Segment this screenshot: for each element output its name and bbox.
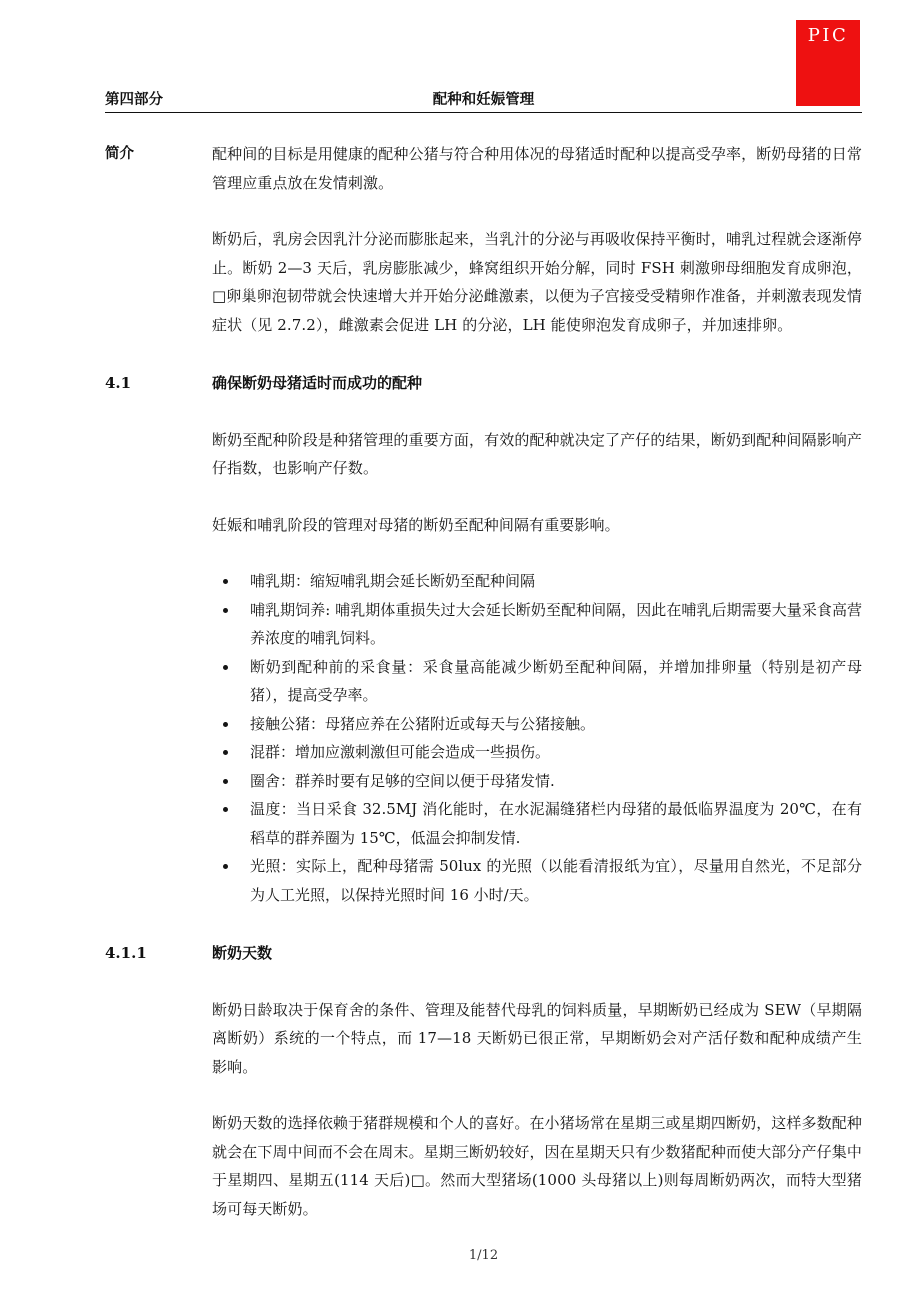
list-item-text: 温度：当日采食 32.5MJ 消化能时，在水泥漏缝猪栏内母猪的最低临界温度为 20℃，在有稻草的群养圈为 15℃，低温会抑制发情. bbox=[250, 800, 862, 847]
section-4-1-title: 确保断奶母猪适时而成功的配种 bbox=[212, 374, 423, 392]
list-item-text: 断奶到配种前的采食量：采食量高能减少断奶至配种间隔，并增加排卵量（特别是初产母猪），提高受孕率。 bbox=[250, 657, 862, 704]
spacer bbox=[212, 539, 862, 567]
section-4-1-1-body bbox=[212, 996, 862, 1224]
spacer bbox=[105, 968, 862, 996]
list-item bbox=[212, 852, 862, 909]
intro-block bbox=[105, 140, 862, 339]
section-4-1-paragraph-1: 断奶至配种阶段是种猪管理的重要方面，有效的配种就决定了产仔的结果，断奶到配种间隔影响产仔指数，也影响产仔数。 bbox=[212, 430, 862, 477]
list-item bbox=[212, 567, 862, 596]
header-title: 配种和妊娠管理 bbox=[432, 92, 535, 108]
page-footer bbox=[105, 1248, 862, 1263]
section-4-1-1-heading-body bbox=[212, 939, 862, 968]
document-content bbox=[105, 140, 862, 1223]
bullet-dot-icon bbox=[223, 750, 228, 755]
spacer bbox=[105, 398, 862, 426]
list-item bbox=[212, 795, 862, 852]
intro-label: 简介 bbox=[105, 146, 134, 162]
section-4-1-1-title: 断奶天数 bbox=[212, 944, 273, 962]
bullet-dot-icon bbox=[223, 608, 228, 613]
list-item-text: 混群：增加应激刺激但可能会造成一些损伤。 bbox=[250, 743, 551, 761]
list-item-text: 光照：实际上，配种母猪需 50lux 的光照（以能看清报纸为宜），尽量用自然光，不足部分为人工光照，以保持光照时间 16 小时/天。 bbox=[250, 857, 862, 904]
section-4-1-heading-row bbox=[105, 369, 862, 398]
section-4-1-number: 4.1 bbox=[105, 374, 132, 392]
pic-logo-text: PIC bbox=[807, 25, 849, 46]
bullet-dot-icon bbox=[223, 665, 228, 670]
header-part-label: 第四部分 bbox=[105, 92, 163, 108]
section-4-1-body bbox=[212, 426, 862, 910]
list-item bbox=[212, 767, 862, 796]
intro-paragraph-2: 断奶后，乳房会因乳汁分泌而膨胀起来，当乳汁的分泌与再吸收保持平衡时，哺乳过程就会逐渐停止。断奶 2—3 天后，乳房膨胀减少，蜂窝组织开始分解，同时 FSH 刺激卵母细胞发育成卵泡，□卵巢卵泡韧带就会快速增大并开始分泌雌激素，以便为子宫接受受精卵作准备，并刺激表现发情症状（见 2.7.2），雌激素会促进 LH 的分泌，LH 能使卵泡发育成卵子，并加速排卵。 bbox=[212, 230, 862, 334]
section-4-1-paragraph-2: 妊娠和哺乳阶段的管理对母猪的断奶至配种间隔有重要影响。 bbox=[212, 515, 620, 534]
section-4-1-1-body-row bbox=[105, 996, 862, 1224]
spacer bbox=[212, 1081, 862, 1109]
list-item-text: 圈舍：群养时要有足够的空间以便于母猪发情. bbox=[250, 771, 555, 790]
list-item-text: 哺乳期：缩短哺乳期会延长断奶至配种间隔 bbox=[250, 572, 536, 590]
spacer bbox=[105, 339, 862, 369]
spacer bbox=[212, 483, 862, 511]
intro-body bbox=[212, 140, 862, 339]
spacer bbox=[212, 197, 862, 225]
bullet-dot-icon bbox=[223, 779, 228, 784]
intro-paragraph-1: 配种间的目标是用健康的配种公猪与符合种用体况的母猪适时配种以提高受孕率，断奶母猪的日常管理应重点放在发情刺激。 bbox=[212, 145, 862, 192]
page-number: 1/12 bbox=[468, 1248, 499, 1263]
bullet-dot-icon bbox=[223, 579, 228, 584]
section-4-1-1-paragraph-1: 断奶日龄取决于保育舍的条件、管理及能替代母乳的饲料质量，早期断奶已经成为 SEW（早期隔离断奶）系统的一个特点，而 17—18 天断奶已很正常，早期断奶会对产活仔数和配种成绩产生影响。 bbox=[212, 1000, 862, 1076]
list-item bbox=[212, 710, 862, 739]
section-4-1-heading-body bbox=[212, 369, 862, 398]
bullet-dot-icon bbox=[223, 807, 228, 812]
list-item bbox=[212, 738, 862, 767]
section-4-1-bullet-list bbox=[212, 567, 862, 909]
list-item bbox=[212, 653, 862, 710]
list-item-text: 哺乳期饲养: 哺乳期体重损失过大会延长断奶至配种间隔，因此在哺乳后期需要大量采食高营养浓度的哺乳饲料。 bbox=[250, 600, 862, 647]
list-item-text: 接触公猪：母猪应养在公猪附近或每天与公猪接触。 bbox=[250, 714, 596, 733]
header-divider bbox=[105, 112, 862, 113]
running-header bbox=[105, 88, 862, 112]
list-item bbox=[212, 596, 862, 653]
bullet-dot-icon bbox=[223, 864, 228, 869]
section-4-1-1-heading-row bbox=[105, 939, 862, 968]
section-4-1-1-number: 4.1.1 bbox=[105, 944, 147, 962]
section-4-1-body-row bbox=[105, 426, 862, 910]
section-4-1-1-paragraph-2: 断奶天数的选择依赖于猪群规模和个人的喜好。在小猪场常在星期三或星期四断奶，这样多数配种就会在下周中间而不会在周末。星期三断奶较好，因在星期天只有少数猪配种而使大部分产仔集中于星期四、星期五(114 天后)□。然而大型猪场(1000 头母猪以上)则每周断奶两次，而特大型猪场可每天断奶。 bbox=[212, 1114, 862, 1218]
bullet-dot-icon bbox=[223, 722, 228, 727]
spacer bbox=[105, 909, 862, 939]
